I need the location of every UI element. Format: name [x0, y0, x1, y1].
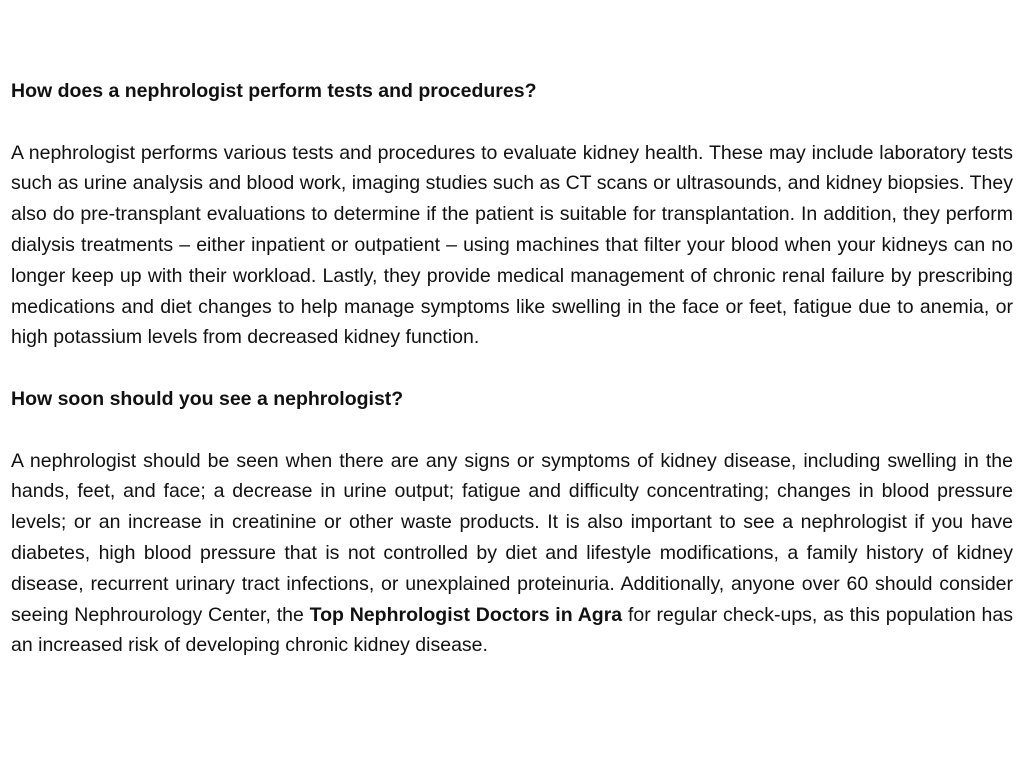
spacer [11, 415, 1013, 446]
bold-highlight-text: Top Nephrologist Doctors in Agra [309, 603, 623, 626]
section-heading-tests-procedures: How does a nephrologist perform tests and procedures? [11, 80, 537, 102]
paragraph-text-after: for regular check-ups, as this population has an increased risk of developing chronic kidney disease. [11, 603, 1013, 657]
spacer [11, 107, 1013, 138]
spacer [11, 353, 1013, 384]
document-body [11, 76, 1013, 661]
paragraph-text-before: A nephrologist should be seen when there are any signs or symptoms of kidney disease, including swelling in the hands, feet, and face; a decrease in urine output; fatigue and difficulty concentrating; changes in blood pressure levels; or an increase in creatinine or other waste products. It is also important to see a nephrologist if you have diabetes, high blood pressure that is not controlled by diet and lifestyle modifications, a family history of kidney disease, recurrent urinary tract infections, or unexplained proteinuria. Additionally, anyone over 60 should consider seeing Nephrourology Center, the [11, 449, 1013, 626]
section-paragraph-tests-procedures: A nephrologist performs various tests and procedures to evaluate kidney health. These may include laboratory tests such as urine analysis and blood work, imaging studies such as CT scans or ultrasounds, and kidney biopsies. They also do pre-transplant evaluations to determine if the patient is suitable for transplantation. In addition, they perform dialysis treatments – either inpatient or outpatient – using machines that filter your blood when your kidneys can no longer keep up with their workload. Lastly, they provide medical management of chronic renal failure by prescribing medications and diet changes to help manage symptoms like swelling in the face or feet, fatigue due to anemia, or high potassium levels from decreased kidney function. [11, 141, 1013, 349]
section-paragraph-when-to-see [11, 446, 1013, 662]
section-heading-when-to-see: How soon should you see a nephrologist? [11, 387, 404, 410]
